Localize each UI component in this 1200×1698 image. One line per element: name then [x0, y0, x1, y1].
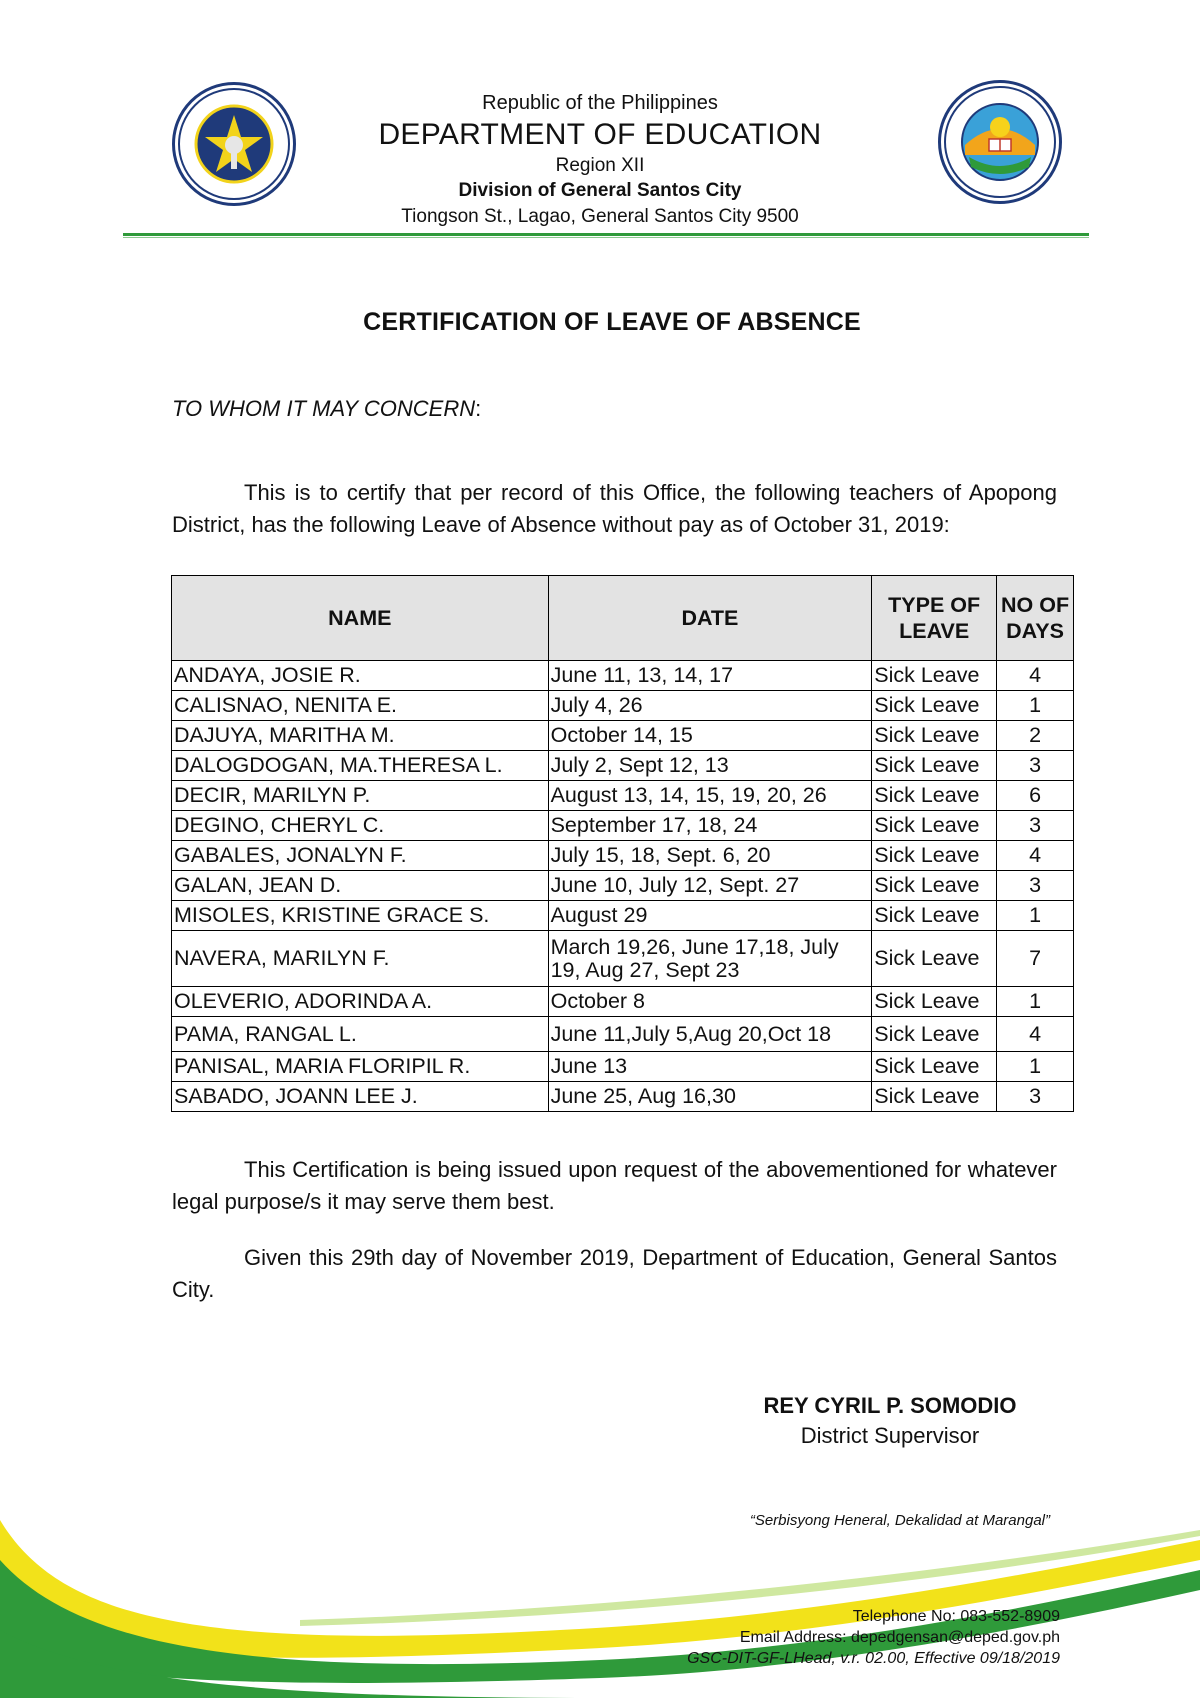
intro-text: This is to certify that per record of this Office, the following teachers of Apopong District, has the following Leave of Absence without pay as of October 31, 2019:	[172, 480, 1057, 537]
cell-days: 3	[997, 751, 1074, 781]
cell-days: 1	[997, 901, 1074, 931]
table-row	[172, 721, 1074, 751]
cell-name: SABADO, JOANN LEE J.	[172, 1082, 549, 1112]
cell-days: 7	[997, 931, 1074, 987]
header-days: NO OF DAYS	[997, 576, 1074, 661]
cell-date: July 4, 26	[548, 691, 872, 721]
cell-name: GALAN, JEAN D.	[172, 871, 549, 901]
header-type: TYPE OF LEAVE	[872, 576, 997, 661]
cell-type: Sick Leave	[872, 1082, 997, 1112]
salutation	[172, 396, 481, 422]
cell-type: Sick Leave	[872, 691, 997, 721]
cell-date: June 25, Aug 16,30	[548, 1082, 872, 1112]
cell-days: 4	[997, 661, 1074, 691]
cell-date: June 11,July 5,Aug 20,Oct 18	[548, 1017, 872, 1052]
footer-telephone: Telephone No: 083-552-8909	[852, 1608, 1060, 1625]
cell-days: 6	[997, 781, 1074, 811]
cell-date: July 2, Sept 12, 13	[548, 751, 872, 781]
table-row	[172, 691, 1074, 721]
cell-type: Sick Leave	[872, 901, 997, 931]
cell-days: 4	[997, 841, 1074, 871]
header-region: Region XII	[555, 155, 645, 176]
cell-days: 1	[997, 987, 1074, 1017]
closing-paragraph-1	[172, 1154, 1057, 1218]
leave-table	[171, 575, 1074, 1112]
cell-date: August 13, 14, 15, 19, 20, 26	[548, 781, 872, 811]
header-division: Division of General Santos City	[458, 180, 742, 201]
cell-type: Sick Leave	[872, 751, 997, 781]
footer-swoosh	[0, 1500, 1200, 1698]
header-department: DEPARTMENT OF EDUCATION	[378, 118, 822, 151]
cell-type: Sick Leave	[872, 721, 997, 751]
cell-name: PANISAL, MARIA FLORIPIL R.	[172, 1052, 549, 1082]
table-row	[172, 781, 1074, 811]
cell-days: 4	[997, 1017, 1074, 1052]
cell-type: Sick Leave	[872, 987, 997, 1017]
header-address: Tiongson St., Lagao, General Santos City 9500	[401, 206, 799, 227]
cell-type: Sick Leave	[872, 781, 997, 811]
cell-date: October 14, 15	[548, 721, 872, 751]
cell-days: 3	[997, 811, 1074, 841]
cell-date: August 29	[548, 901, 872, 931]
cell-date: June 10, July 12, Sept. 27	[548, 871, 872, 901]
header-date: DATE	[548, 576, 872, 661]
closing-paragraph-2	[172, 1242, 1057, 1306]
document-title: CERTIFICATION OF LEAVE OF ABSENCE	[363, 308, 861, 336]
cell-name: NAVERA, MARILYN F.	[172, 931, 549, 987]
footer-motto: “Serbisyong Heneral, Dekalidad at Marangal”	[749, 1512, 1050, 1529]
table-row	[172, 811, 1074, 841]
deped-seal-graphic	[175, 85, 293, 203]
cell-name: OLEVERIO, ADORINDA A.	[172, 987, 549, 1017]
salutation-colon: :	[475, 396, 482, 421]
cell-date: July 15, 18, Sept. 6, 20	[548, 841, 872, 871]
cell-days: 1	[997, 691, 1074, 721]
signatory-title: District Supervisor	[800, 1423, 980, 1448]
cell-date: June 13	[548, 1052, 872, 1082]
division-seal	[938, 80, 1062, 204]
cell-date: June 11, 13, 14, 17	[548, 661, 872, 691]
cell-name: DEGINO, CHERYL C.	[172, 811, 549, 841]
deped-seal	[172, 82, 296, 206]
header-name: NAME	[172, 576, 549, 661]
cell-type: Sick Leave	[872, 841, 997, 871]
table-row	[172, 841, 1074, 871]
table-row	[172, 1052, 1074, 1082]
footer-email: Email Address: depedgensan@deped.gov.ph	[739, 1629, 1060, 1646]
intro-paragraph	[172, 477, 1057, 541]
cell-type: Sick Leave	[872, 811, 997, 841]
cell-name: PAMA, RANGAL L.	[172, 1017, 549, 1052]
division-seal-graphic	[941, 83, 1059, 201]
cell-days: 3	[997, 1082, 1074, 1112]
cell-date: October 8	[548, 987, 872, 1017]
header-rule	[123, 233, 1089, 236]
cell-name: DALOGDOGAN, MA.THERESA L.	[172, 751, 549, 781]
cell-type: Sick Leave	[872, 661, 997, 691]
table-row	[172, 1017, 1074, 1052]
header-republic: Republic of the Philippines	[482, 92, 718, 114]
cell-name: ANDAYA, JOSIE R.	[172, 661, 549, 691]
table-header-row	[172, 576, 1074, 661]
cell-date: March 19,26, June 17,18, July 19, Aug 27, Sept 23	[548, 931, 872, 987]
cell-days: 2	[997, 721, 1074, 751]
closing-text-1: This Certification is being issued upon request of the abovementioned for whatever legal purpose/s it may serve them best.	[172, 1157, 1057, 1214]
cell-type: Sick Leave	[872, 1017, 997, 1052]
cell-type: Sick Leave	[872, 1052, 997, 1082]
header-rule-thin	[123, 237, 1089, 238]
cell-days: 3	[997, 871, 1074, 901]
cell-type: Sick Leave	[872, 871, 997, 901]
cell-name: DECIR, MARILYN P.	[172, 781, 549, 811]
cell-name: GABALES, JONALYN F.	[172, 841, 549, 871]
table-row	[172, 931, 1074, 987]
table-row	[172, 987, 1074, 1017]
table-row	[172, 751, 1074, 781]
cell-type: Sick Leave	[872, 931, 997, 987]
salutation-text: TO WHOM IT MAY CONCERN	[172, 396, 476, 421]
table-row	[172, 901, 1074, 931]
cell-date: September 17, 18, 24	[548, 811, 872, 841]
cell-name: DAJUYA, MARITHA M.	[172, 721, 549, 751]
table-row	[172, 661, 1074, 691]
cell-name: MISOLES, KRISTINE GRACE S.	[172, 901, 549, 931]
footer-form-code: GSC-DIT-GF-LHead, v.r. 02.00, Effective 09/18/2019	[687, 1650, 1060, 1667]
closing-text-2: Given this 29th day of November 2019, Department of Education, General Santos City.	[172, 1245, 1057, 1302]
cell-name: CALISNAO, NENITA E.	[172, 691, 549, 721]
signatory-name: REY CYRIL P. SOMODIO	[763, 1393, 1017, 1418]
table-row	[172, 871, 1074, 901]
table-row	[172, 1082, 1074, 1112]
cell-days: 1	[997, 1052, 1074, 1082]
